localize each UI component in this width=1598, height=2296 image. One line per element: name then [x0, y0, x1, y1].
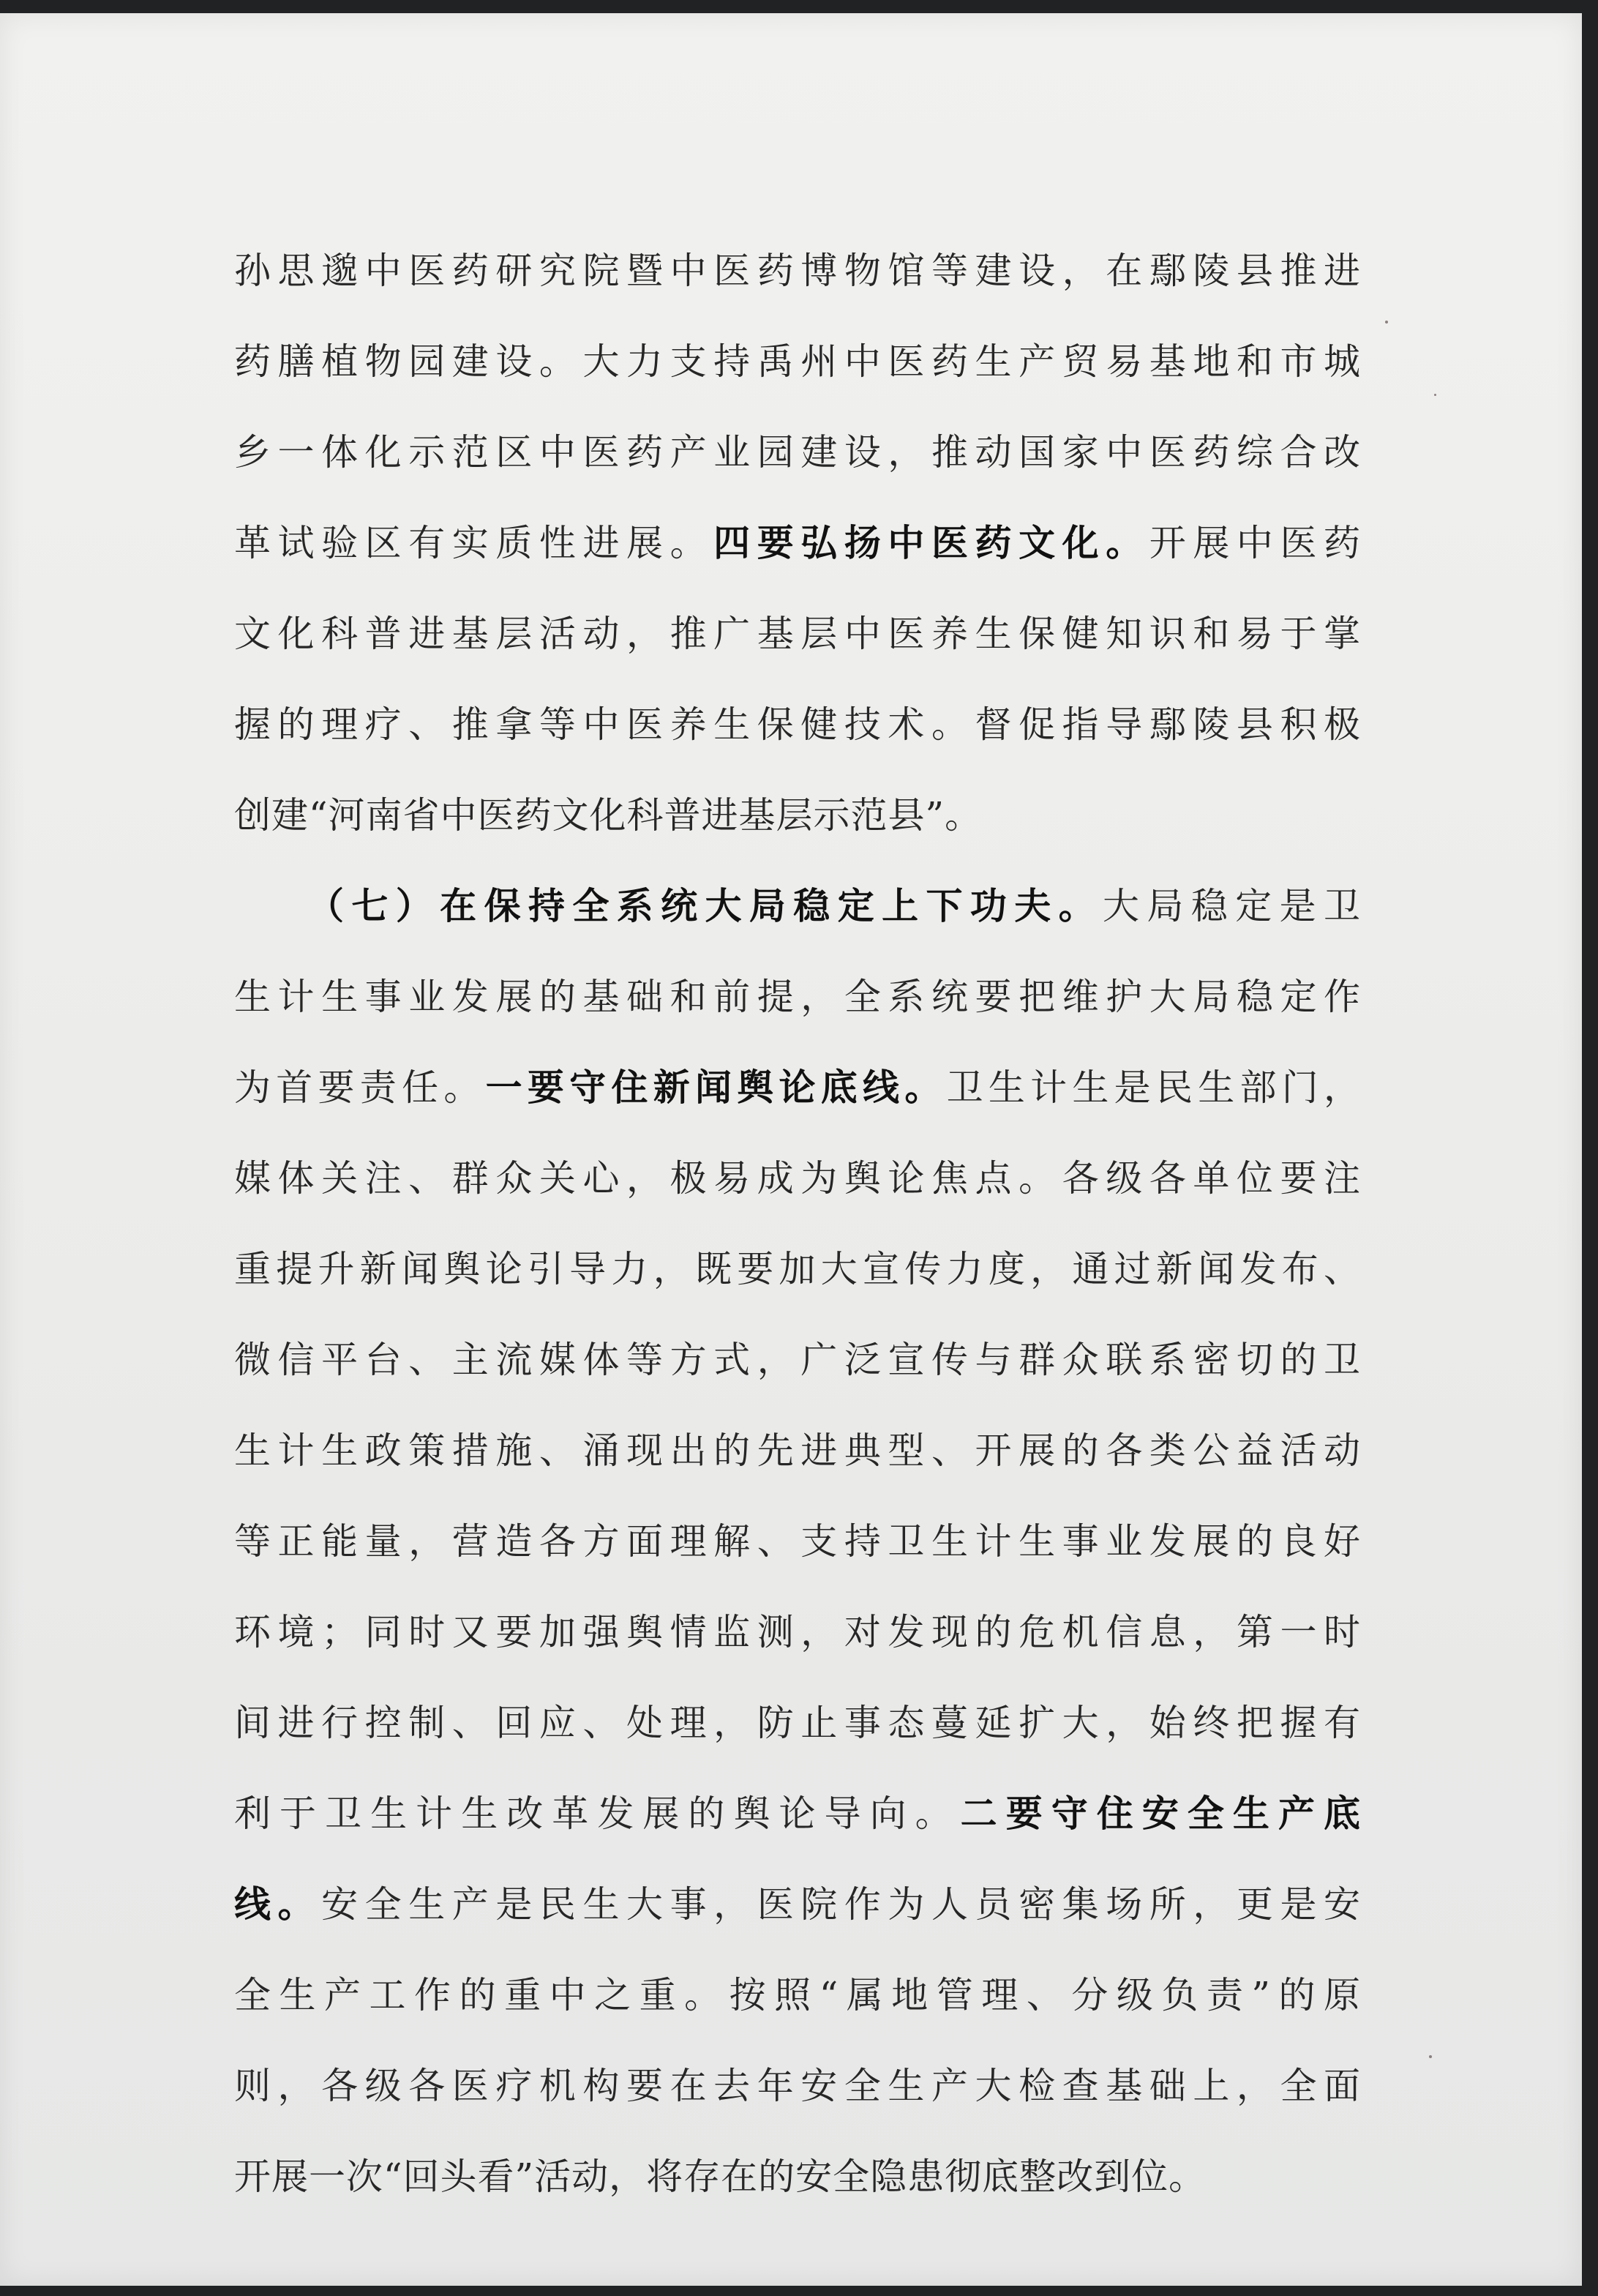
- text-line: [234, 2041, 1361, 2131]
- text-line: [234, 1950, 1361, 2041]
- body-text: 间进行控制、回应、处理，防止事态蔓延扩大，始终把握有: [234, 1702, 1361, 1744]
- text-line: [234, 861, 1361, 951]
- text-line: [234, 770, 1361, 861]
- body-text: 开展中医药: [1149, 522, 1362, 564]
- paper-speck: [1385, 321, 1388, 324]
- body-text: 创建“河南省中医药文化科普进基层示范县”。: [234, 794, 983, 837]
- bold-heading-text: 四要弘扬中医药文化。: [713, 522, 1149, 564]
- document-body: [234, 225, 1361, 2222]
- text-line: [234, 2131, 1361, 2222]
- body-text: 重提升新闻舆论引导力，既要加大宣传力度，通过新闻发布、: [234, 1248, 1361, 1290]
- body-text: 生计生政策措施、涌现出的先进典型、开展的各类公益活动: [234, 1429, 1361, 1472]
- text-line: [234, 407, 1361, 498]
- bold-heading-text: 线。: [234, 1883, 322, 1926]
- text-line: [234, 679, 1361, 770]
- body-text: 革试验区有实质性进展。: [234, 522, 714, 564]
- text-line: [234, 498, 1361, 588]
- body-text: 乡一体化示范区中医药产业园建设，推动国家中医药综合改: [234, 431, 1361, 474]
- text-line: [234, 951, 1361, 1042]
- text-line: [234, 1224, 1361, 1315]
- bold-heading-text: （七）在保持全系统大局稳定上下功夫。: [307, 885, 1103, 927]
- bold-heading-text: 一要守住新闻舆论底线。: [485, 1066, 947, 1109]
- text-line: [234, 588, 1361, 679]
- body-text: 生计生事业发展的基础和前提，全系统要把维护大局稳定作: [234, 976, 1361, 1018]
- text-line: [234, 1678, 1361, 1768]
- text-line: [234, 1859, 1361, 1950]
- text-line: [234, 1587, 1361, 1678]
- body-text: 开展一次“回头看”活动，将存在的安全隐患彻底整改到位。: [234, 2155, 1207, 2198]
- body-text: 则，各级各医疗机构要在去年安全生产大检查基础上，全面: [234, 2065, 1361, 2107]
- body-text: 文化科普进基层活动，推广基层中医养生保健知识和易于掌: [234, 613, 1361, 655]
- body-text: 药膳植物园建设。大力支持禹州中医药生产贸易基地和市城: [234, 340, 1361, 383]
- text-line: [234, 1496, 1361, 1587]
- body-text: 孙思邈中医药研究院暨中医药博物馆等建设，在鄢陵县推进: [234, 250, 1361, 292]
- body-text: 大局稳定是卫: [1103, 885, 1362, 927]
- text-line: [234, 1315, 1361, 1405]
- text-line: [234, 1042, 1361, 1133]
- text-line: [234, 1405, 1361, 1496]
- body-text: 利于卫生计生改革发展的舆论导向。: [234, 1792, 961, 1835]
- text-line: [234, 225, 1361, 316]
- body-text: 全生产工作的重中之重。按照“属地管理、分级负责”的原: [234, 1974, 1361, 2016]
- text-line: [234, 1768, 1361, 1859]
- document-page: [0, 13, 1582, 2286]
- body-text: 为首要责任。: [234, 1066, 486, 1109]
- body-text: 等正能量，营造各方面理解、支持卫生计生事业发展的良好: [234, 1520, 1361, 1563]
- body-text: 握的理疗、推拿等中医养生保健技术。督促指导鄢陵县积极: [234, 703, 1361, 746]
- body-text: 媒体关注、群众关心，极易成为舆论焦点。各级各单位要注: [234, 1157, 1361, 1200]
- text-line: [234, 316, 1361, 407]
- paper-speck: [1429, 2055, 1432, 2058]
- body-text: 安全生产是民生大事，医院作为人员密集场所，更是安: [321, 1883, 1362, 1926]
- body-text: 环境；同时又要加强舆情监测，对发现的危机信息，第一时: [234, 1611, 1361, 1653]
- bold-heading-text: 二要守住安全生产底: [960, 1792, 1362, 1835]
- text-line: [234, 1133, 1361, 1224]
- body-text: 卫生计生是民生部门，: [946, 1066, 1362, 1109]
- paper-speck: [1434, 394, 1436, 396]
- body-text: 微信平台、主流媒体等方式，广泛宣传与群众联系密切的卫: [234, 1339, 1361, 1381]
